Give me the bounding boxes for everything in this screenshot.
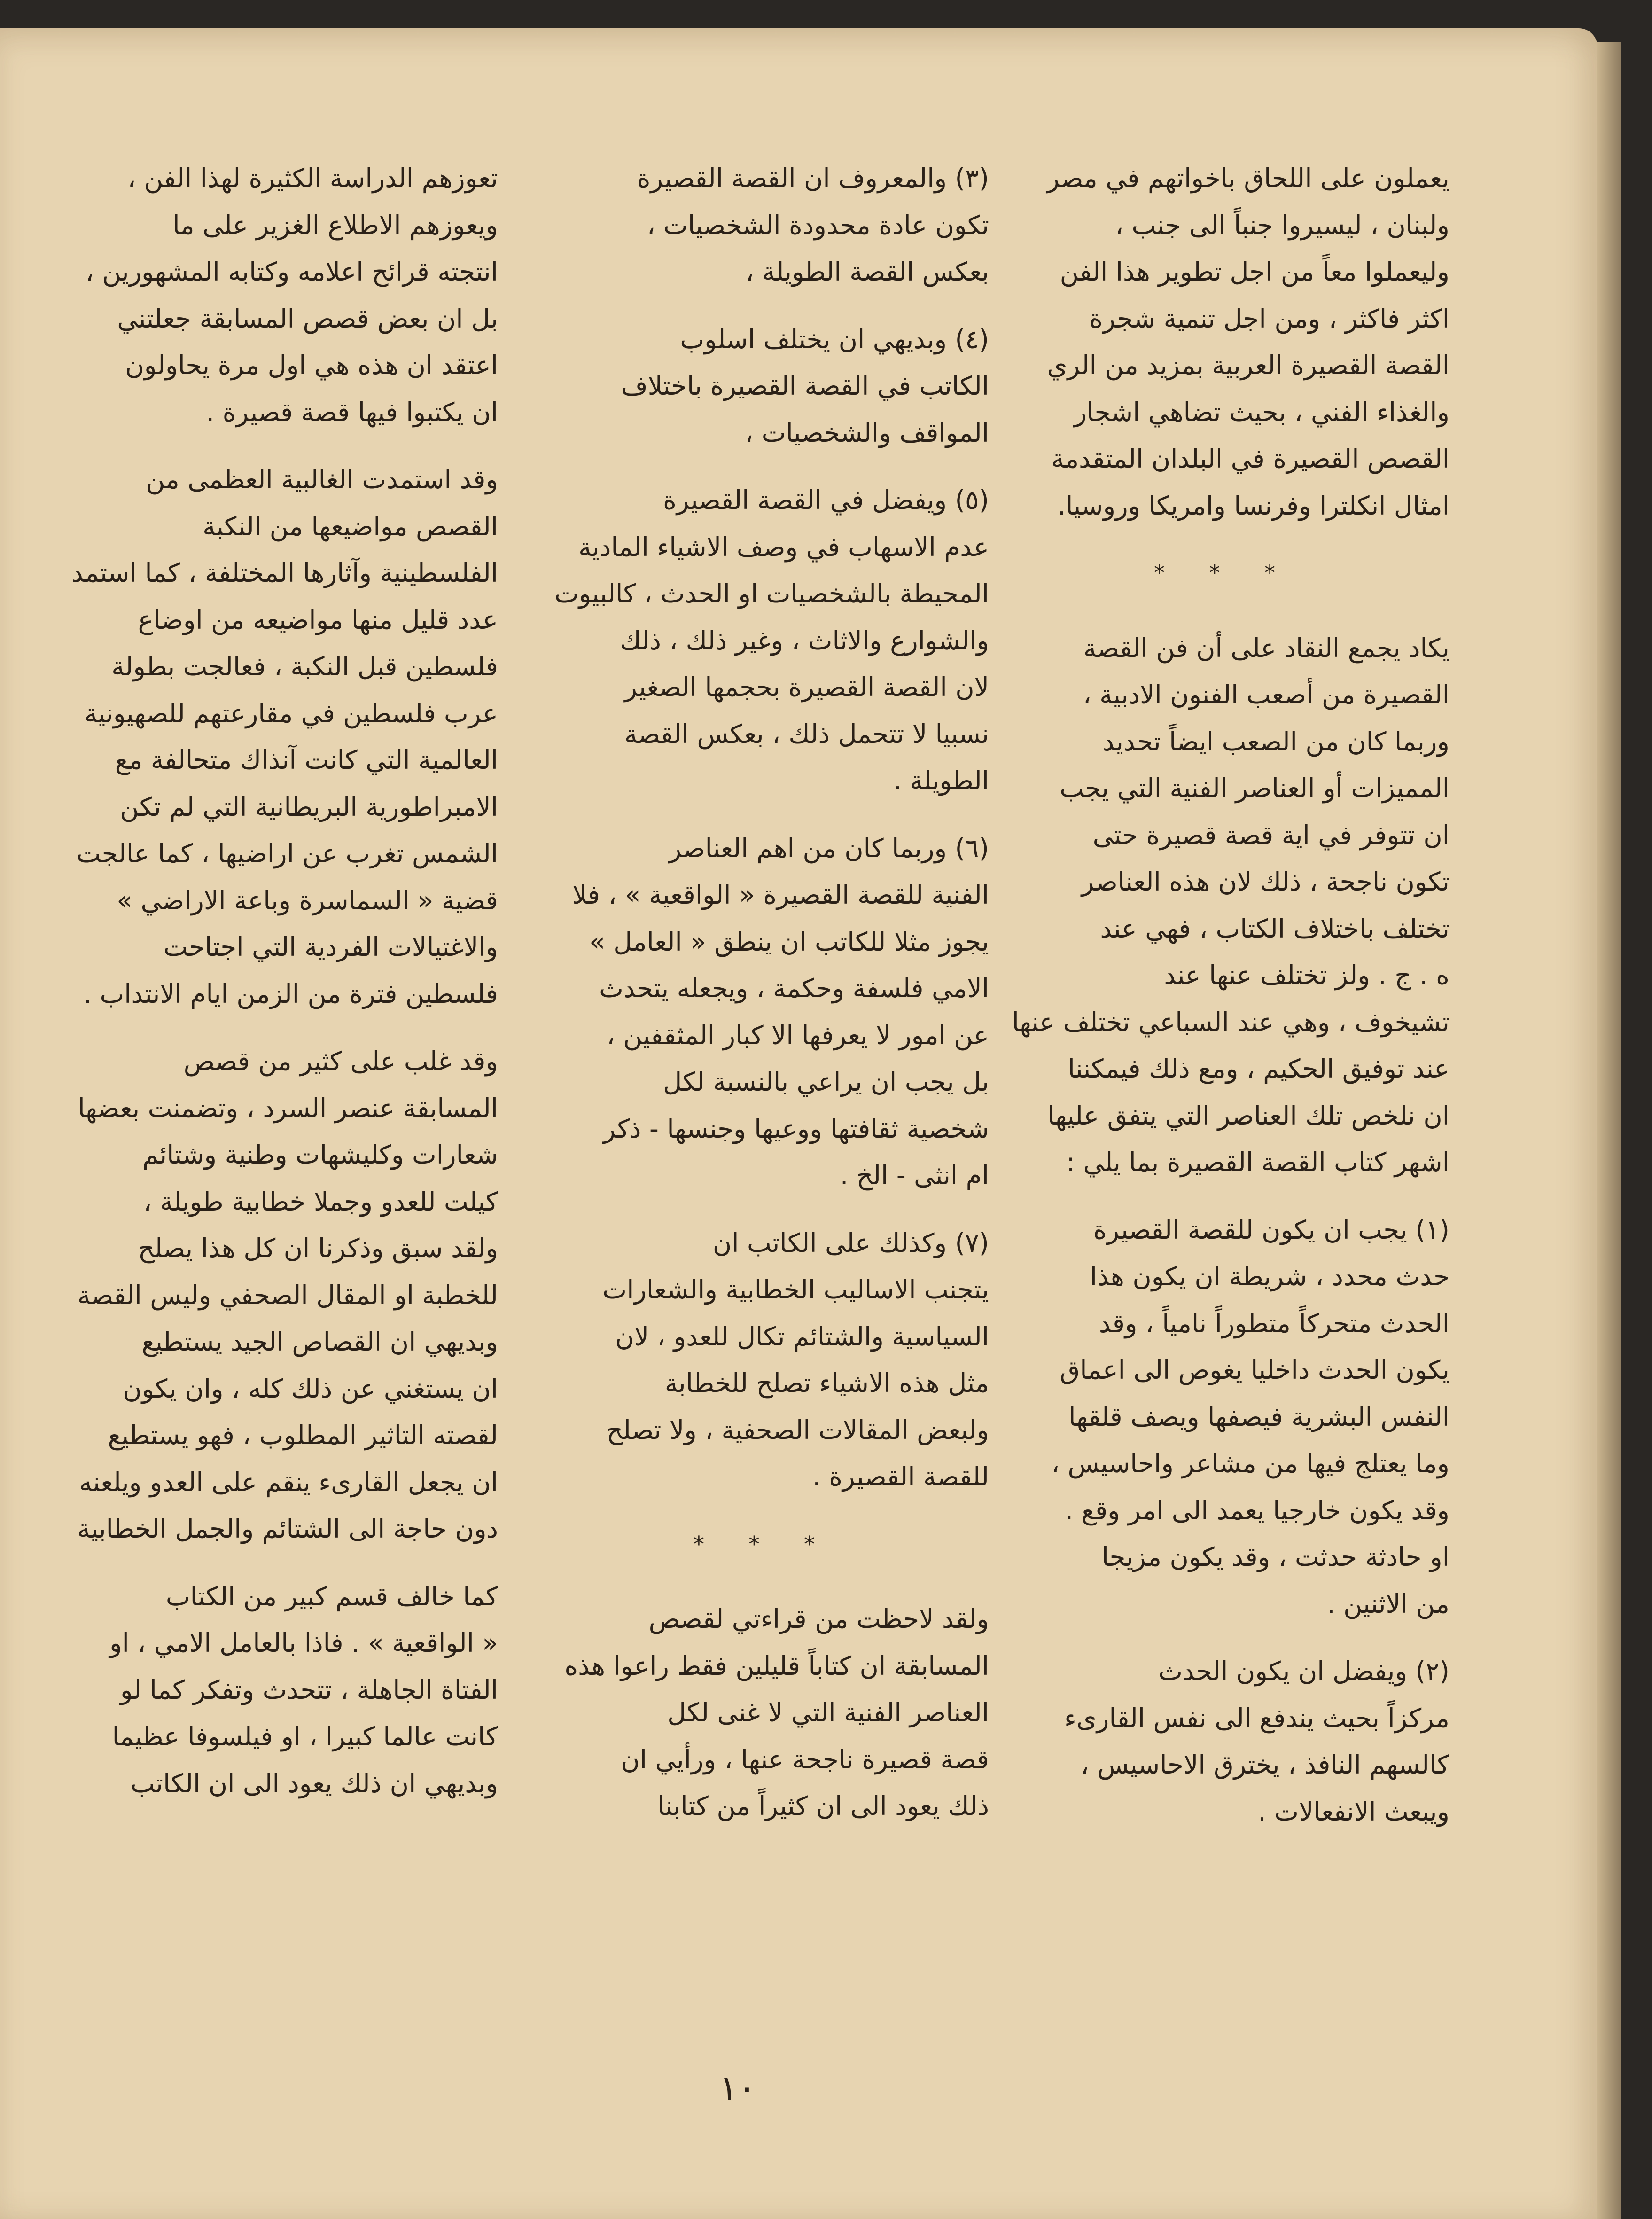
- page-edge: [1597, 42, 1621, 2219]
- paragraph: (٧) وكذلك على الكاتب ان يتجنب الاساليب الخطابية والشعارات السياسية والشتائم تكال للعدو ، لان مثل هذه الاشياء تصلح للخطابة ولبعض المقالات الصحفية ، ولا تصلح للقصة القصيرة .: [602, 1227, 989, 1492]
- paragraph: وقد غلب على كثير من قصص المسابقة عنصر السرد ، وتضمنت بعضها شعارات وكليشهات وطنية وشتائم كيلت للعدو وجملا خطابية طويلة ، ولقد سبق وذكرنا ان كل هذا يصلح للخطبة او المقال الصحفي وليس القصة وبديهي ان القصاص الجيد يستطيع ان يستغني عن ذلك كله ، وان يكون لقصته التاثير المطلوب ، فهو يستطيع ان يجعل القارىء ينقم على العدو ويلعنه دون حاجة الى الشتائم والجمل الخطابية: [77, 1046, 498, 1544]
- text-column-right: [998, 155, 1449, 1988]
- paragraph: (١) يجب ان يكون للقصة القصيرة حدث محدد ، شريطة ان يكون هذا الحدث متحركاً متطوراً نامياً ، وقد يكون الحدث داخليا يغوص الى اعماق النفس البشرية فيصفها ويصف قلقها وما يعتلج فيها من مشاعر واحاسيس ، وقد يكون خارجيا يعمد الى امر وقع . او حادثة حدثت ، وقد يكون مزيجا من الاثنين .: [1051, 1214, 1449, 1619]
- paragraph: (٤) وبديهي ان يختلف اسلوب الكاتب في القصة القصيرة باختلاف المواقف والشخصيات ،: [621, 324, 989, 448]
- section-divider-stars: * * *: [1153, 560, 1294, 586]
- section-divider-stars: * * *: [693, 1531, 834, 1557]
- paragraph: (٥) ويفضل في القصة القصيرة عدم الاسهاب في وصف الاشياء المادية المحيطة بالشخصيات او الحدث ، كالبيوت والشوارع والاثاث ، وغير ذلك ، ذلك لان القصة القصيرة بحجمها الصغير نسبيا لا تتحمل ذلك ، بعكس القصة الطويلة .: [554, 485, 989, 796]
- paragraph: يكاد يجمع النقاد على أن فن القصة القصيرة من أصعب الفنون الادبية ، وربما كان من الصعب ايضاً تحديد المميزات أو العناصر الفنية التي يجب ان تتوفر في اية قصة قصيرة حتى تكون ناجحة ، ذلك لان هذه العناصر تختلف باختلاف الكتاب ، فهي عند ه . ج . ولز تختلف عنها عند تشيخوف ، وهي عند السباعي تختلف عنها عند توفيق الحكيم ، ومع ذلك فيمكننا ان نلخص تلك العناصر التي يتفق عليها اشهر كتاب القصة القصيرة بما يلي :: [1012, 633, 1449, 1177]
- text-column-middle: [538, 155, 989, 1988]
- paragraph: كما خالف قسم كبير من الكتاب « الواقعية » . فاذا بالعامل الامي ، او الفتاة الجاهلة ، تتحدث وتفكر كما لو كانت عالما كبيرا ، او فيلسوفا عظيما وبديهي ان ذلك يعود الى ان الكاتب: [109, 1581, 498, 1798]
- paragraph: (٦) وربما كان من اهم العناصر الفنية للقصة القصيرة « الواقعية » ، فلا يجوز مثلا للكاتب ان ينطق « العامل » الامي فلسفة وحكمة ، ويجعله يتحدث عن امور لا يعرفها الا كبار المثقفين ، بل يجب ان يراعي بالنسبة لكل شخصية ثقافتها ووعيها وجنسها - ذكر ام انثى - الخ .: [572, 833, 989, 1190]
- paragraph: ولقد لاحظت من قراءتي لقصص المسابقة ان كتاباً قليلين فقط راعوا هذه العناصر الفنية التي لا غنى لكل قصة قصيرة ناجحة عنها ، ورأيي ان ذلك يعود الى ان كثيراً من كتابنا: [564, 1604, 989, 1821]
- paragraph: يعملون على اللحاق باخواتهم في مصر ولبنان ، ليسيروا جنباً الى جنب ، وليعملوا معاً من اجل تطوير هذا الفن اكثر فاكثر ، ومن اجل تنمية شجرة القصة القصيرة العربية بمزيد من الري والغذاء الفني ، بحيث تضاهي اشجار القصص القصيرة في البلدان المتقدمة امثال انكلترا وفرنسا وامريكا وروسيا.: [1047, 163, 1449, 521]
- page-number: ١٠: [719, 2068, 756, 2108]
- paragraph: وقد استمدت الغالبية العظمى من القصص مواضيعها من النكبة الفلسطينية وآثارها المختلفة ، كما استمد عدد قليل منها مواضيعه من اوضاع فلسطين قبل النكبة ، فعالجت بطولة عرب فلسطين في مقارعتهم للصهيونية العالمية التي كانت آنذاك متحالفة مع الامبراطورية البريطانية التي لم تكن الشمس تغرب عن اراضيها ، كما عالجت قضية « السماسرة وباعة الاراضي » والاغتيالات الفردية التي اجتاحت فلسطين فترة من الزمن ايام الانتداب .: [71, 464, 498, 1009]
- paragraph: (٢) ويفضل ان يكون الحدث مركزاً بحيث يندفع الى نفس القارىء كالسهم النافذ ، يخترق الاحاسيس ، ويبعث الانفعالات .: [1064, 1656, 1449, 1827]
- paragraph: تعوزهم الدراسة الكثيرة لهذا الفن ، ويعوزهم الاطلاع الغزير على ما انتجته قرائح اعلامه وكتابه المشهورين ، بل ان بعض قصص المسابقة جعلتني اعتقد ان هذه هي اول مرة يحاولون ان يكتبوا فيها قصة قصيرة .: [86, 163, 498, 427]
- text-column-left: [47, 155, 498, 1988]
- paragraph: (٣) والمعروف ان القصة القصيرة تكون عادة محدودة الشخصيات ، بعكس القصة الطويلة ،: [637, 163, 989, 287]
